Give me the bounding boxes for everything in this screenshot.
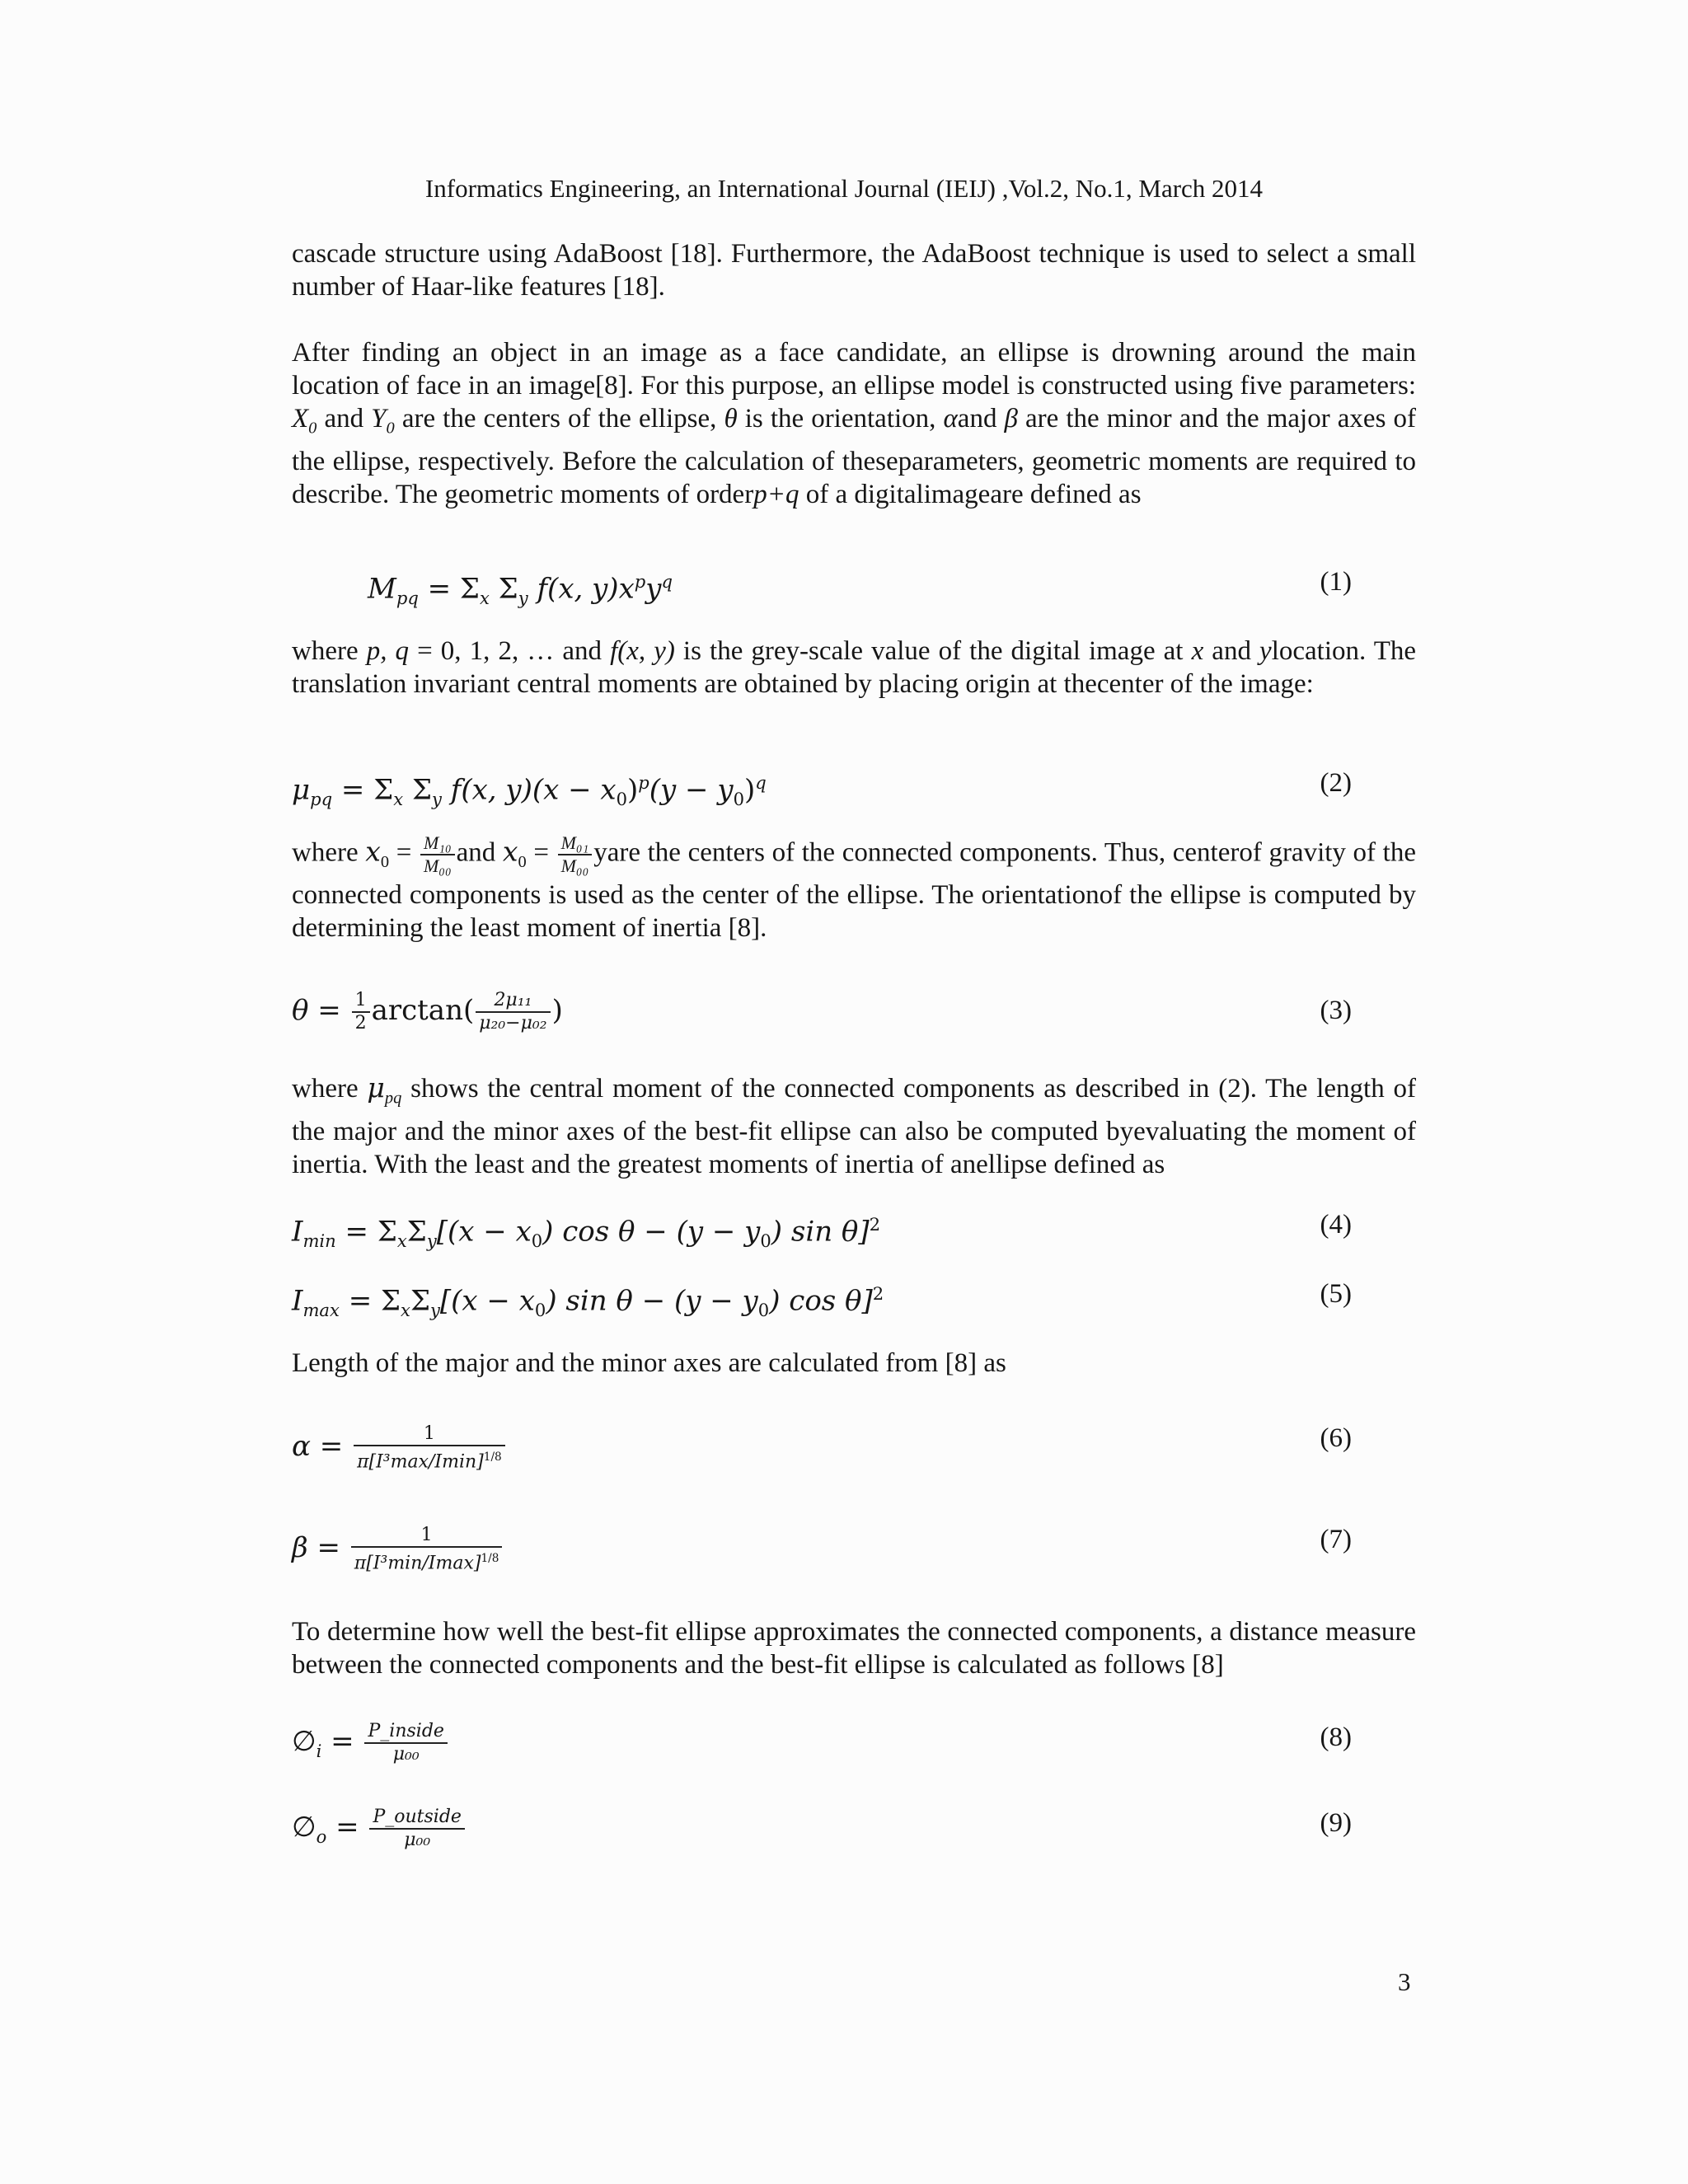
equation-9-body: $\emptyset_o$ = $\frac{\text{P\_outside}}{\text{μ₀₀}}$ <box>292 1798 467 1866</box>
paragraph-4 <box>292 832 1416 944</box>
paragraph-2-text: After finding an object in an image as a face candidate, an ellipse is drowning around the main location of face in an image[8]. For this purpose, an ellipse model is constructed using five parameters: $X_0$ and $Y_0$ are the centers of the ellipse, θ is the orientation, αand β are the minor and the major axes of the ellipse, respectively. Before the calculation of theseparameters, geometric moments are required to describe. The geometric moments of orderp+q of a digitalimageare defined as <box>292 338 1416 509</box>
paragraph-6-text: Length of the major and the minor axes are calculated from [8] as <box>292 1348 1006 1378</box>
fraction-y0: $\frac{\text{M₀₁}}{\text{M₀₀}}$ <box>558 832 593 877</box>
paragraph-7 <box>292 1615 1416 1681</box>
paragraph-5 <box>292 1071 1416 1181</box>
equation-7-body: β = $\frac{1}{\pi[I^3\min/Imax]^{1/8}}$ <box>292 1515 504 1581</box>
page-number: 3 <box>1398 1967 1411 1996</box>
paragraph-5-text: where $\mu_{pq}$ shows the central moment of the connected components as described in (2). The length of the major and the minor axes of the best-fit ellipse can also be computed byevaluating the moment of inertia. With the least and the greatest moments of inertia of anellipse defined as <box>292 1071 1417 1179</box>
equation-1-body: $M_{pq} = \Sigma_x$ $\Sigma_y$ f(x, $y)x^py^q$ <box>368 571 673 609</box>
equation-2 <box>292 758 1352 808</box>
equation-6 <box>292 1413 1352 1479</box>
equation-7-number: (7) <box>1320 1525 1352 1554</box>
equation-9 <box>292 1798 1352 1856</box>
equation-2-body: $\mu_{pq} = \Sigma_x$ $\Sigma_y$ f(x, $y)(x - x_0)^p(y - y_0)^q$ <box>292 772 767 810</box>
equation-5 <box>292 1269 1352 1319</box>
paragraph-2 <box>292 336 1416 511</box>
fraction-arctan: $\frac{\text{2μ₁₁}}{\text{μ₂₀−μ₀₂}}$ <box>476 990 550 1034</box>
fraction-half: $\frac{1}{2}$ <box>352 990 370 1034</box>
equation-2-number: (2) <box>1320 768 1352 798</box>
equation-3-number: (3) <box>1320 996 1352 1025</box>
equation-7 <box>292 1515 1352 1581</box>
equation-8 <box>292 1713 1352 1770</box>
equation-8-body: $\emptyset_i$ = $\frac{\text{P\_inside}}{\text{μ₀₀}}$ <box>292 1713 449 1780</box>
equation-3 <box>292 986 1352 1035</box>
equation-4 <box>292 1200 1352 1252</box>
paragraph-7-text: To determine how well the best-fit ellipse approximates the connected components, a distance measure between the connected components and the best-fit ellipse is calculated as follows [8] <box>292 1617 1416 1680</box>
equation-9-number: (9) <box>1320 1808 1352 1838</box>
paragraph-3-text: where p, q = 0, 1, 2, … and f(x, y) is the grey-scale value of the digital image at x and ylocation. The translation invariant central moments are obtained by placing origin at thecenter of the image: <box>292 636 1417 699</box>
paragraph-4-text: where $x_0$ = $\frac{\text{M₁₀}}{\text{M₀₀}}$ and $x_0$ = $\frac{\text{M₀₁}}{\text{M₀₀}}$ yare the centers of the connected components. Thus, centerof gravity of the connected components is used as the center of the ellipse. The orientationof the ellipse is computed by determining the least moment of inertia [8]. <box>292 832 1416 944</box>
fraction-phi-i: $\frac{\text{P\_inside}}{\text{μ₀₀}}$ <box>364 1721 447 1765</box>
paragraph-6 <box>292 1347 1416 1380</box>
equation-6-number: (6) <box>1320 1423 1352 1453</box>
fraction-phi-o: $\frac{\text{P\_outside}}{\text{μ₀₀}}$ <box>369 1807 465 1851</box>
running-header: Informatics Engineering, an International Journal (IEIJ) ,Vol.2, No.1, March 2014 <box>424 174 1264 203</box>
equation-1 <box>292 557 1352 607</box>
fraction-beta: $\frac{1}{\pi[I^3\min/Imax]^{1/8}}$ <box>351 1525 503 1574</box>
equation-4-body: $I_{min} = \Sigma_x\Sigma_y[(x - x_0)$ $\cos \theta - (y - y_0)$ sin θ]$^2$ <box>292 1214 881 1252</box>
equation-3-body: θ = $\frac{1}{2}$ arctan( $\frac{\text{2μ₁₁}}{\text{μ₂₀−μ₀₂}}$ ) <box>292 990 563 1033</box>
equation-8-number: (8) <box>1320 1722 1352 1752</box>
paragraph-3 <box>292 635 1416 701</box>
equation-5-number: (5) <box>1320 1279 1352 1309</box>
paragraph-1 <box>292 237 1416 303</box>
equation-6-body: α = $\frac{1}{\pi[I^3\max/Imin]^{1/8}}$ <box>292 1413 507 1479</box>
equation-5-body: $I_{max} = \Sigma_x\Sigma_y[(x - x_0)$ $\sin \theta - (y - y_0)$ cos θ]$^2$ <box>292 1283 884 1321</box>
paragraph-1-text: cascade structure using AdaBoost [18]. Furthermore, the AdaBoost technique is used to select a small number of Haar-like features [18]. <box>292 239 1416 302</box>
equation-4-number: (4) <box>1320 1210 1352 1240</box>
fraction-alpha: $\frac{1}{\pi[I^3\max/Imin]^{1/8}}$ <box>354 1423 505 1473</box>
equation-1-number: (1) <box>1320 567 1352 597</box>
fraction-x0: $\frac{\text{M₁₀}}{\text{M₀₀}}$ <box>420 832 455 877</box>
